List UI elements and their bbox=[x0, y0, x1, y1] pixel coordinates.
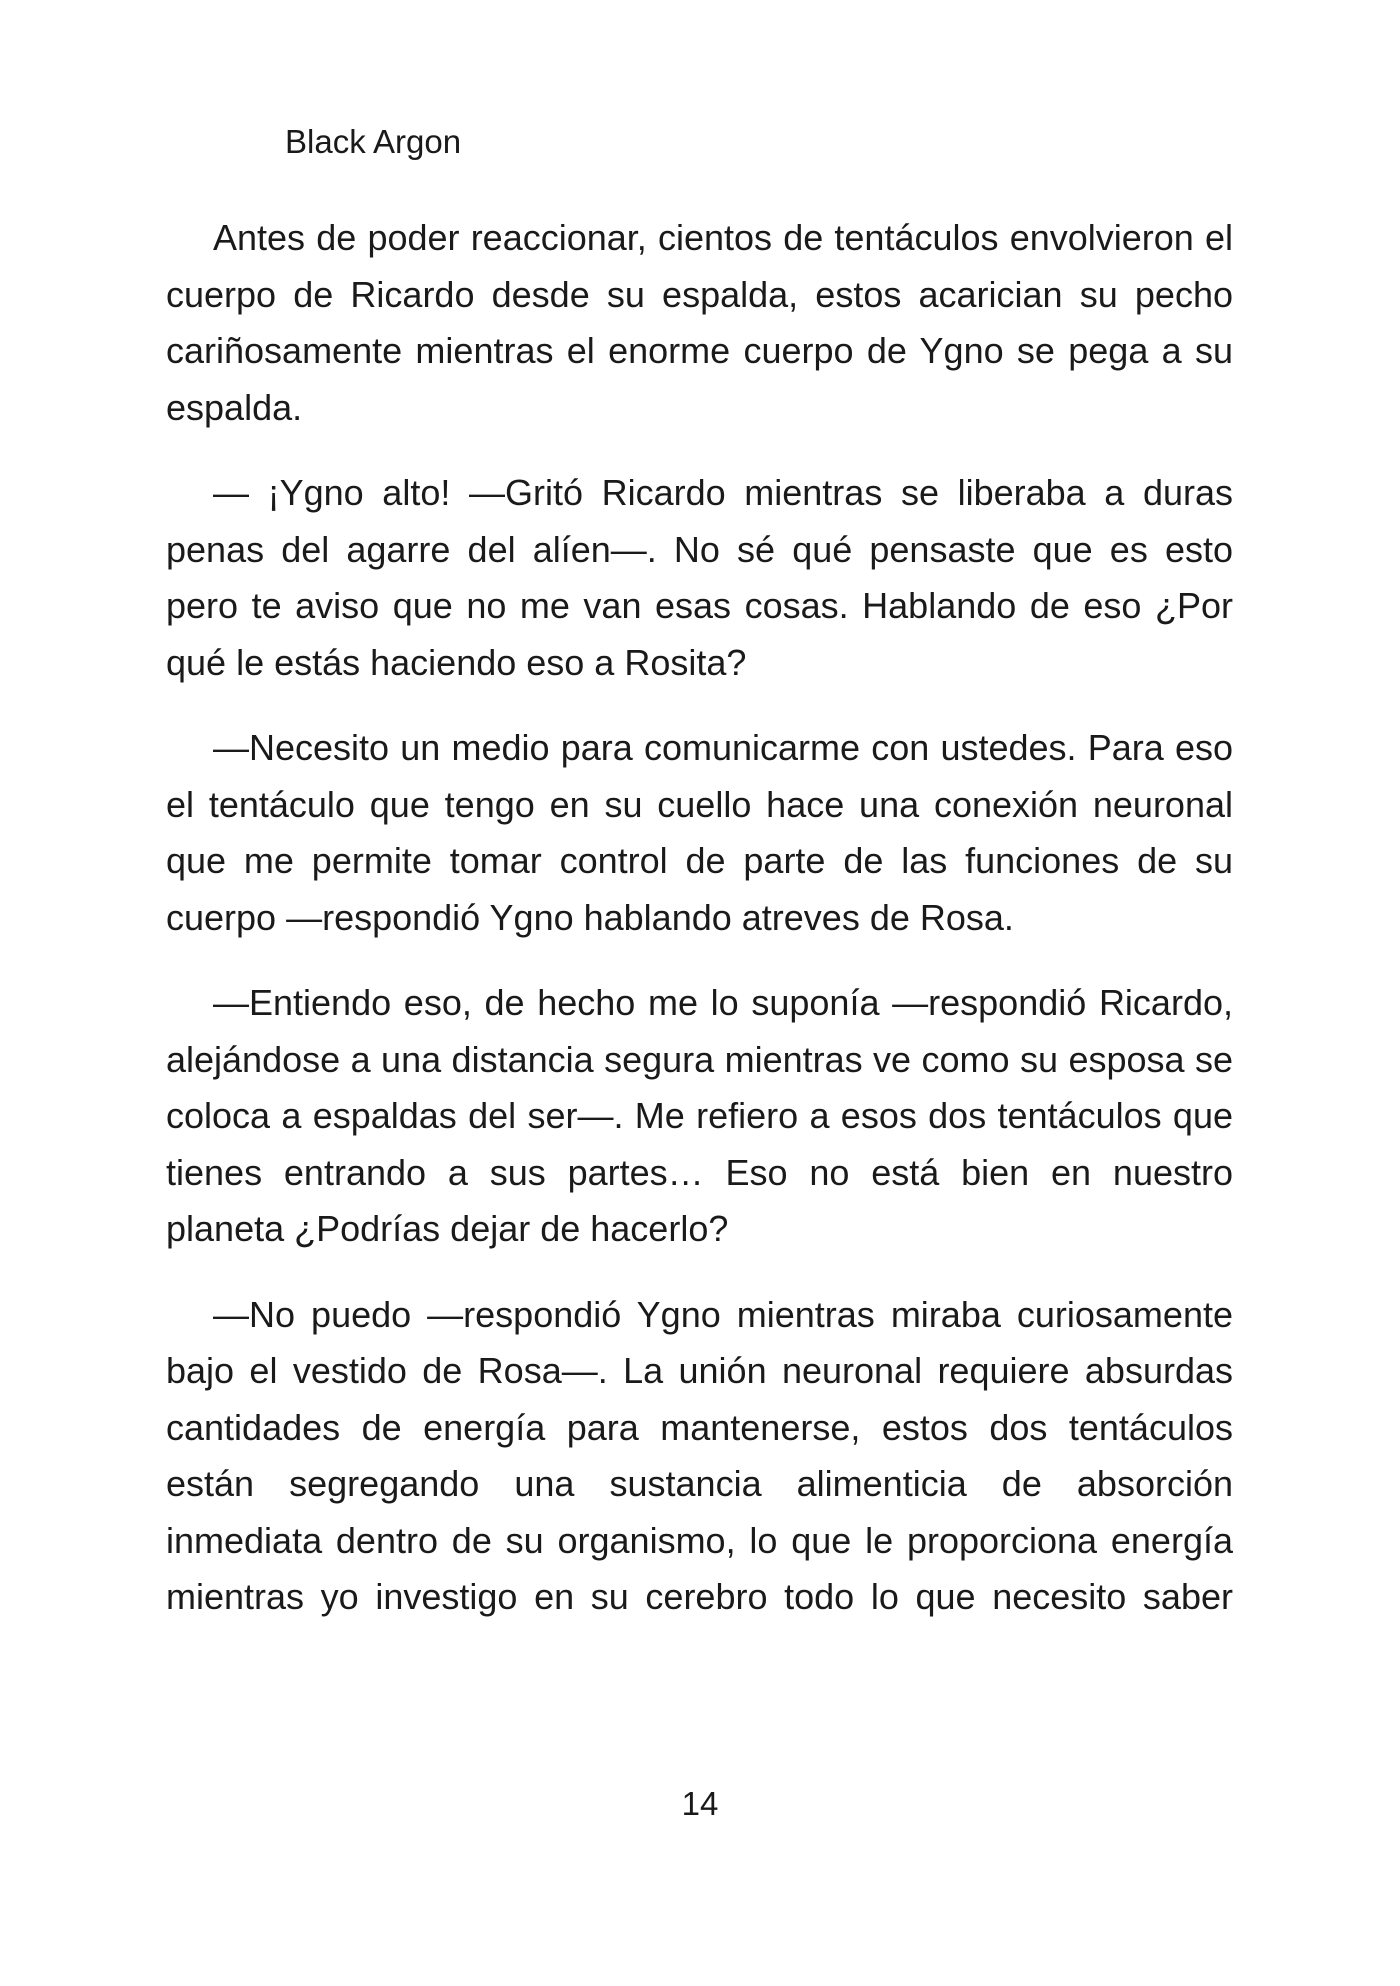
paragraph: — ¡Ygno alto! —Gritó Ricardo mientras se liberaba a duras penas del agarre del alíen—. No sé qué pensaste que es esto pero te aviso que no me van esas cosas. Hablando de eso ¿Por qué le estás haciendo eso a Rosita? bbox=[166, 472, 1233, 683]
body-text bbox=[166, 210, 1233, 1655]
paragraph: —No puedo —respondió Ygno mientras miraba curiosamente bajo el vestido de Rosa—. La unión neuronal requiere absurdas cantidades de energía para mantenerse, estos dos tentáculos están segregando una sustancia alimenticia de absorción inmediata dentro de su organismo, lo que le proporciona energía mientras yo investigo en su cerebro todo lo que necesito saber bbox=[166, 1293, 1233, 1617]
paragraph: —Necesito un medio para comunicarme con ustedes. Para eso el tentáculo que tengo en su cuello hace una conexión neuronal que me permite tomar control de parte de las funciones de su cuerpo —respondió Ygno hablando atreves de Rosa. bbox=[166, 727, 1233, 938]
running-header-title: Black Argon bbox=[285, 123, 462, 160]
paragraph: Antes de poder reaccionar, cientos de tentáculos envolvieron el cuerpo de Ricardo desde su espalda, estos acarician su pecho cariñosamente mientras el enorme cuerpo de Ygno se pega a su espalda. bbox=[166, 217, 1233, 428]
paragraph: —Entiendo eso, de hecho me lo suponía —respondió Ricardo, alejándose a una distancia segura mientras ve como su esposa se coloca a espaldas del ser—. Me refiero a esos dos tentáculos que tienes entrando a sus partes… Eso no está bien en nuestro planeta ¿Podrías dejar de hacerlo? bbox=[166, 982, 1233, 1249]
page-number: 14 bbox=[681, 1785, 719, 1822]
